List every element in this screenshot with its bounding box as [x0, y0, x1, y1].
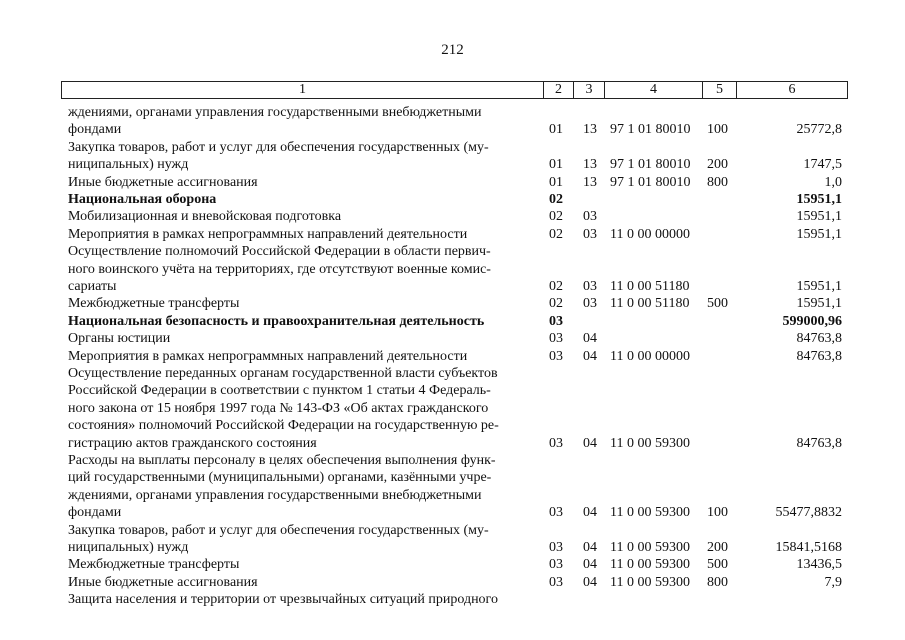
table-row — [0, 330, 905, 347]
table-row — [0, 174, 905, 191]
row-section: 03 — [549, 557, 563, 573]
row-description-line: Осуществление полномочий Российской Федерации в области первич- — [68, 244, 491, 260]
row-description-line: ждениями, органами управления государственными внебюджетными — [68, 105, 482, 120]
header-col-5: 5 — [703, 82, 737, 98]
row-amount: 1747,5 — [803, 157, 842, 173]
page-number: 212 — [441, 42, 464, 58]
row-description-line: Осуществление переданных органам государственной власти субъектов — [68, 366, 498, 381]
row-description — [68, 208, 540, 225]
row-subsection: 03 — [583, 278, 597, 294]
row-description-line: ниципальных) нужд — [68, 540, 189, 555]
row-target-code: 11 0 00 00000 — [610, 226, 690, 242]
row-target-code: 11 0 00 51180 — [610, 278, 690, 294]
row-description-line: Мероприятия в рамках непрограммных направлений деятельности — [68, 226, 468, 242]
row-description-line: Расходы на выплаты персоналу в целях обеспечения выполнения функ- — [68, 453, 496, 468]
row-target-code: 11 0 00 59300 — [610, 539, 690, 555]
row-target-code: 11 0 00 59300 — [610, 505, 690, 521]
row-description — [68, 139, 540, 174]
row-description-line: фондами — [68, 122, 122, 138]
row-subsection: 04 — [583, 557, 597, 573]
row-description-line: гистрацию актов гражданского состояния — [68, 435, 317, 451]
row-description — [68, 295, 540, 312]
row-section: 03 — [549, 435, 563, 451]
row-section: 03 — [549, 348, 563, 364]
row-description — [68, 191, 540, 208]
row-description-line: Национальная оборона — [68, 192, 217, 207]
table-row — [0, 313, 905, 330]
row-expense-type: 800 — [707, 174, 728, 190]
row-description — [68, 452, 540, 522]
row-description-line: Мобилизационная и вневойсковая подготовка — [68, 209, 342, 225]
header-col-4: 4 — [605, 82, 703, 98]
row-description-line: ций государственными (муниципальными) органами, казёнными учре- — [68, 470, 492, 486]
row-expense-type: 500 — [707, 557, 728, 573]
row-description — [68, 365, 540, 452]
row-description-line: ниципальных) нужд — [68, 157, 189, 173]
row-amount: 599000,96 — [782, 313, 842, 329]
row-section: 03 — [549, 313, 563, 329]
row-description — [68, 556, 540, 573]
table-row — [0, 574, 905, 591]
row-description-line: ного воинского учёта на территориях, где отсутствуют военные комис- — [68, 261, 491, 277]
table-row — [0, 365, 905, 452]
row-subsection: 04 — [583, 574, 597, 590]
row-description-line: ждениями, органами управления государственными внебюджетными — [68, 487, 482, 503]
row-target-code: 11 0 00 59300 — [610, 574, 690, 590]
row-amount: 1,0 — [824, 174, 842, 190]
row-description-line: Российской Федерации в соответствии с пунктом 1 статьи 4 Федераль- — [68, 383, 491, 399]
row-section: 02 — [549, 296, 563, 312]
row-description-line: ного закона от 15 ноября 1997 года № 143-ФЗ «Об актах гражданского — [68, 400, 489, 416]
table-header — [61, 81, 848, 99]
row-subsection: 13 — [583, 174, 597, 190]
row-description-line: Иные бюджетные ассигнования — [68, 174, 258, 190]
row-amount: 84763,8 — [796, 348, 842, 364]
table-row — [0, 591, 905, 608]
table-row — [0, 452, 905, 522]
row-amount: 84763,8 — [796, 331, 842, 347]
row-target-code: 11 0 00 59300 — [610, 557, 690, 573]
row-description-line: Закупка товаров, работ и услуг для обеспечения государственных (му- — [68, 139, 489, 155]
row-description — [68, 243, 540, 295]
row-expense-type: 100 — [707, 122, 728, 138]
row-amount: 25772,8 — [796, 122, 842, 138]
row-description-line: Защита населения и территории от чрезвычайных ситуаций природного — [68, 592, 498, 608]
table-row — [0, 348, 905, 365]
row-expense-type: 800 — [707, 574, 728, 590]
row-description — [68, 574, 540, 591]
row-description-line: Иные бюджетные ассигнования — [68, 574, 258, 590]
row-target-code: 11 0 00 51180 — [610, 296, 690, 312]
row-amount: 55477,8832 — [775, 505, 842, 521]
row-description — [68, 313, 540, 330]
row-subsection: 04 — [583, 435, 597, 451]
row-amount: 15951,1 — [796, 209, 842, 225]
row-subsection: 04 — [583, 348, 597, 364]
row-description — [68, 226, 540, 243]
row-description-line: фондами — [68, 505, 122, 521]
row-subsection: 04 — [583, 539, 597, 555]
row-section: 01 — [549, 122, 563, 138]
row-target-code: 97 1 01 80010 — [610, 122, 691, 138]
row-description — [68, 348, 540, 365]
table-row — [0, 191, 905, 208]
row-subsection: 13 — [583, 122, 597, 138]
row-subsection: 03 — [583, 296, 597, 312]
table-row — [0, 226, 905, 243]
row-expense-type: 500 — [707, 296, 728, 312]
row-subsection: 13 — [583, 157, 597, 173]
table-row — [0, 243, 905, 295]
row-description-line: Национальная безопасность и правоохранительная деятельность — [68, 313, 485, 329]
row-description-line: Межбюджетные трансферты — [68, 296, 240, 312]
table-row — [0, 208, 905, 225]
row-amount: 15841,5168 — [775, 539, 842, 555]
table-row — [0, 139, 905, 174]
header-col-6: 6 — [788, 82, 796, 97]
row-target-code: 11 0 00 00000 — [610, 348, 690, 364]
header-col-3: 3 — [574, 82, 605, 98]
table-row — [0, 556, 905, 573]
row-section: 01 — [549, 157, 563, 173]
row-section: 02 — [549, 192, 563, 207]
row-description-line: Закупка товаров, работ и услуг для обеспечения государственных (му- — [68, 522, 489, 538]
row-amount: 15951,1 — [796, 296, 842, 312]
table-row — [0, 295, 905, 312]
row-amount: 15951,1 — [796, 226, 842, 242]
row-subsection: 03 — [583, 209, 597, 225]
row-description-line: Мероприятия в рамках непрограммных направлений деятельности — [68, 348, 468, 364]
row-target-code: 97 1 01 80010 — [610, 157, 691, 173]
table-row — [0, 522, 905, 557]
row-amount: 84763,8 — [796, 435, 842, 451]
row-description-line: сариаты — [68, 279, 117, 294]
row-expense-type: 200 — [707, 539, 728, 555]
row-description — [68, 522, 540, 557]
row-section: 02 — [549, 226, 563, 242]
row-amount: 7,9 — [824, 574, 842, 590]
row-description — [68, 330, 540, 347]
row-expense-type: 200 — [707, 157, 728, 173]
row-section: 02 — [549, 209, 563, 225]
table-row — [0, 104, 905, 139]
row-section: 03 — [549, 539, 563, 555]
row-section: 01 — [549, 174, 563, 190]
row-subsection: 03 — [583, 226, 597, 242]
row-description — [68, 591, 540, 608]
row-section: 03 — [549, 574, 563, 590]
row-description — [68, 104, 540, 139]
row-amount: 13436,5 — [796, 557, 842, 573]
row-subsection: 04 — [583, 505, 597, 521]
header-col-1: 1 — [62, 82, 544, 98]
row-section: 02 — [549, 278, 563, 294]
row-description — [68, 174, 540, 191]
row-description-line: Органы юстиции — [68, 331, 171, 347]
row-section: 03 — [549, 331, 563, 347]
row-description-line: Межбюджетные трансферты — [68, 557, 240, 573]
row-expense-type: 100 — [707, 505, 728, 521]
row-target-code: 11 0 00 59300 — [610, 435, 690, 451]
row-section: 03 — [549, 505, 563, 521]
row-subsection: 04 — [583, 331, 597, 347]
row-description-line: состояния» полномочий Российской Федерации на государственную ре- — [68, 418, 499, 434]
header-col-2: 2 — [544, 82, 574, 98]
row-target-code: 97 1 01 80010 — [610, 174, 691, 190]
row-amount: 15951,1 — [796, 192, 842, 207]
row-amount: 15951,1 — [796, 278, 842, 294]
